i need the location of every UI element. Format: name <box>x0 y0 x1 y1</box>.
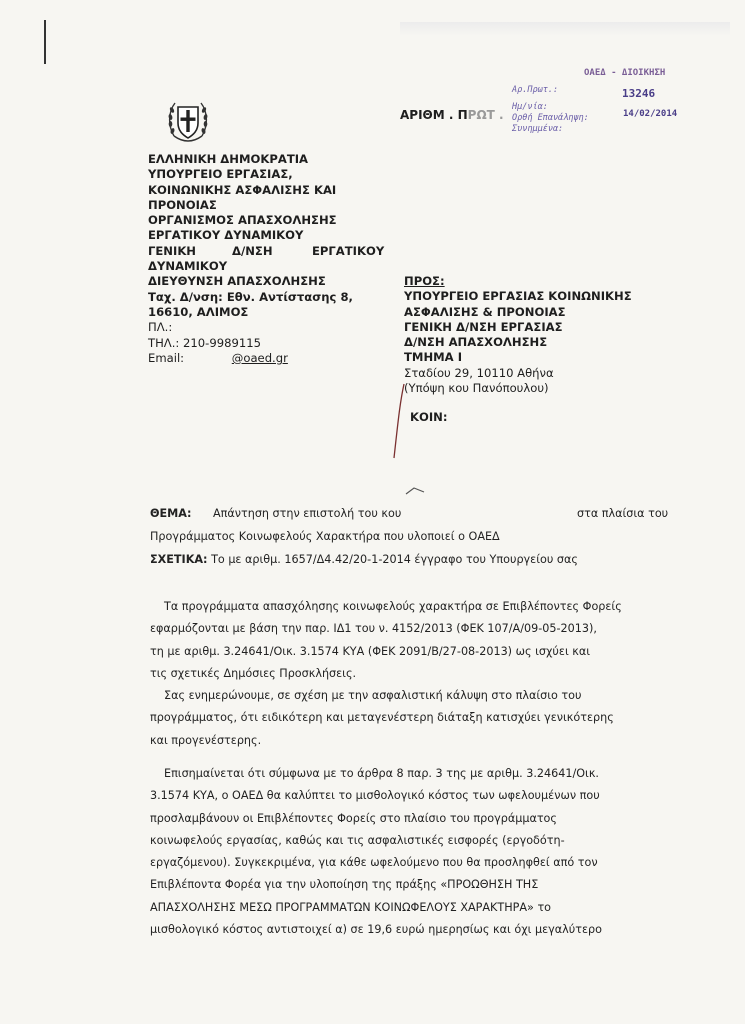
sender-tel: ΤΗΛ.: 210-9989115 <box>148 335 261 350</box>
reference-line: ΣΧΕΤΙΚΑ: Το με αριθμ. 1657/Δ4.42/20-1-2014 έγγραφο του Υπουργείου σας <box>150 553 578 566</box>
recipient-attention: (Υπόψη κου Πανόπουλου) <box>404 381 549 396</box>
margin-pen-line <box>44 20 46 64</box>
stamp-date-label: Ημ/νία: <box>512 102 548 112</box>
sender-line: ΥΠΟΥΡΓΕΙΟ ΕΡΓΑΣΙΑΣ, <box>148 167 293 182</box>
pen-stroke <box>384 382 414 462</box>
stamp-prot-label: Αρ.Πρωτ.: <box>512 85 559 95</box>
sender-email: Email: @oaed.gr <box>148 350 288 365</box>
stamp-prot-value: 13246 <box>622 87 656 100</box>
sender-line: ΔΥΝΑΜΙΚΟΥ <box>148 259 228 274</box>
recipient-line: ΓΕΝΙΚΗ Δ/ΝΣΗ ΕΡΓΑΣΙΑΣ <box>404 319 563 334</box>
protocol-number-label: ΑΡΙΘΜ . ΠΡΩΤ . <box>400 108 504 122</box>
recipient-block <box>404 274 632 426</box>
general-directorate-line: ΓΕΝΙΚΗ Δ/ΝΣΗ ΕΡΓΑΤΙΚΟΥ <box>148 243 385 258</box>
email-link[interactable]: @oaed.gr <box>231 350 288 365</box>
sender-line: ΕΡΓΑΤΙΚΟΥ ΔΥΝΑΜΙΚΟΥ <box>148 228 304 243</box>
sender-line: ΔΙΕΥΘΥΝΣΗ ΑΠΑΣΧΟΛΗΣΗΣ <box>148 274 326 289</box>
greek-emblem-icon <box>166 96 210 148</box>
sender-line: ΕΛΛΗΝΙΚΗ ΔΗΜΟΚΡΑΤΙΑ <box>148 152 309 166</box>
sender-pl: ΠΛ.: <box>148 320 173 335</box>
recipient-line: ΤΜΗΜΑ Ι <box>404 350 463 365</box>
stamp-date-value: 14/02/2014 <box>623 109 678 119</box>
stamp-attach-label: Συνημμένα: <box>512 124 564 134</box>
sender-postcode: 16610, ΑΛΙΜΟΣ <box>148 304 249 319</box>
recipient-to-label: ΠΡΟΣ: <box>404 274 445 288</box>
recipient-line: Δ/ΝΣΗ ΑΠΑΣΧΟΛΗΣΗΣ <box>404 335 548 350</box>
sender-line: ΚΟΙΝΩΝΙΚΗΣ ΑΣΦΑΛΙΣΗΣ ΚΑΙ <box>148 182 337 197</box>
recipient-koin-label: ΚΟΙΝ: <box>410 410 448 425</box>
body-paragraph-2: Σας ενημερώνουμε, σε σχέση με την ασφαλιστική κάλυψη στο πλαίσιο του προγράμματος, ότι ειδικότερη και μεταγενέστερη διάταξη κατισχύει γενικότερης και προγενέστερης. <box>150 689 614 747</box>
recipient-line: ΑΣΦΑΛΙΣΗΣ & ΠΡΟΝΟΙΑΣ <box>404 304 566 319</box>
sender-line: ΟΡΓΑΝΙΣΜΟΣ ΑΠΑΣΧΟΛΗΣΗΣ <box>148 213 337 228</box>
sender-line: ΠΡΟΝΟΙΑΣ <box>148 197 217 212</box>
subject-line-1-end: στα πλαίσια του <box>577 507 669 520</box>
subject-line-1: ΘΕΜΑ: Απάντηση στην επιστολή του κου <box>150 507 402 520</box>
stamp-reply-label: Ορθή Επανάληψη: <box>512 113 589 123</box>
recipient-line: ΥΠΟΥΡΓΕΙΟ ΕΡΓΑΣΙΑΣ ΚΟΙΝΩΝΙΚΗΣ <box>404 289 632 304</box>
scan-shadow <box>400 22 730 36</box>
stamp-organization: ΟΑΕΔ - ΔΙΟΙΚΗΣΗ <box>584 68 666 78</box>
body-paragraph-1: Τα προγράμματα απασχόλησης κοινωφελούς χαρακτήρα σε Επιβλέποντες Φορείς εφαρμόζονται με βάση την παρ. ΙΔ1 του ν. 4152/2013 (ΦΕΚ 107/Α/09-05-2013), τη με αριθμ. 3.24641/Οικ. 3.1574 ΚΥΑ (ΦΕΚ 2091/Β/27-08-2013) ως ισχύει και τις σχετικές Δημόσιες Προσκλήσεις. <box>150 600 622 680</box>
pen-mark <box>404 484 428 498</box>
body-paragraph-3: Επισημαίνεται ότι σύμφωνα με το άρθρα 8 παρ. 3 της με αριθμ. 3.24641/Οικ. 3.1574 ΚΥΑ, ο ΟΑΕΔ θα καλύπτει το μισθολογικό κόστος των ωφελουμένων που προσλαμβάνουν οι Επιβλέποντες Φορείς στο πλαίσιο του προγράμματος κοινωφελούς εργασίας, καθώς και τις ασφαλιστικές εισφορές (εργοδότη- εργαζόμενου). Συγκεκριμένα, για κάθε ωφελούμενο που θα προσληφθεί από τον Επιβλέποντα Φορέα για την υλοποίηση της πράξης «ΠΡΟΩΘΗΣΗ ΤΗΣ ΑΠΑΣΧΟΛΗΣΗΣ ΜΕΣΩ ΠΡΟΓΡΑΜΜΑΤΩΝ ΚΟΙΝΩΦΕΛΟΥΣ ΧΑΡΑΚΤΗΡΑ» το μισθολογικό κόστος αντιστοιχεί α) σε 19,6 ευρώ ημερησίως και όχι μεγαλύτερο <box>150 767 602 937</box>
recipient-street: Σταδίου 29, 10110 Αθήνα <box>404 365 554 380</box>
sender-block <box>148 152 385 366</box>
sender-address: Ταχ. Δ/νση: Εθν. Αντίστασης 8, <box>148 289 353 304</box>
subject-line-2: Προγράμματος Κοινωφελούς Χαρακτήρα που υλοποιεί ο ΟΑΕΔ <box>150 530 500 543</box>
